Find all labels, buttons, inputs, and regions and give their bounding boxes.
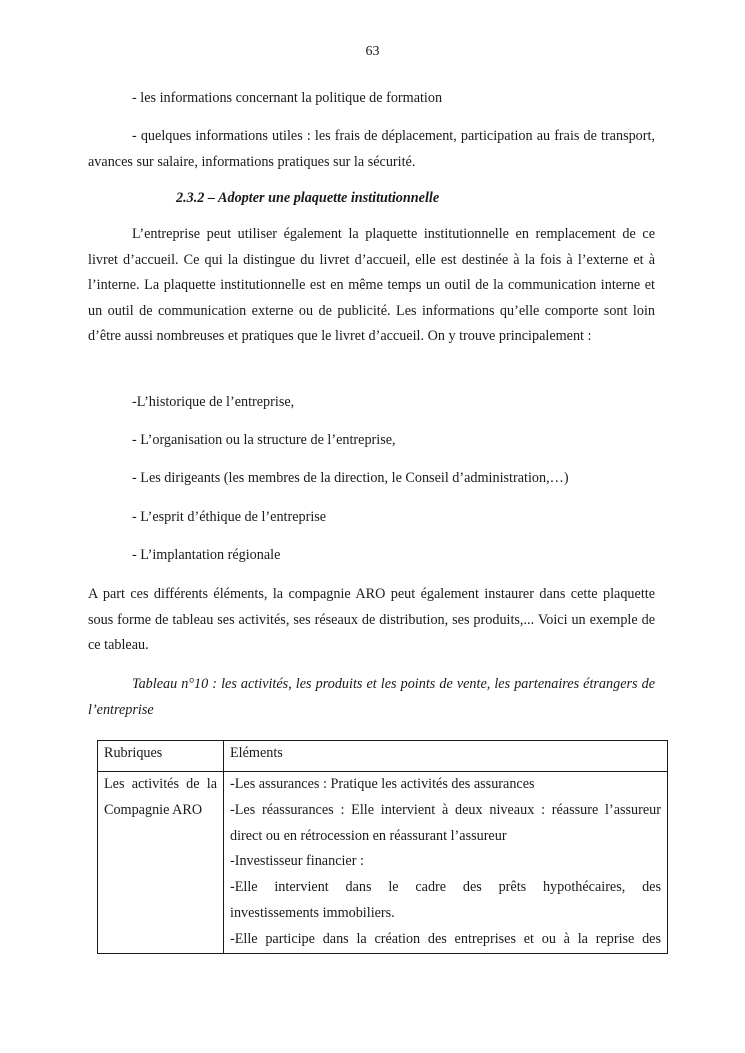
row-elements-cell (224, 772, 668, 954)
header-elements: Eléments (224, 741, 668, 772)
table-header-row (98, 741, 668, 772)
element-line-retrocession: direct ou en rétrocession en réassurant l’assureur (230, 827, 507, 844)
intro-item-formation: - les informations concernant la politique de formation (132, 90, 443, 106)
element-line-investisseur: -Investisseur financier : (230, 853, 364, 870)
list-item-implantation: - L’implantation régionale (132, 547, 281, 563)
element-line-creation: -Elle participe dans la création des entreprises et ou à la reprise des (230, 930, 661, 947)
list-item-organisation: - L’organisation ou la structure de l’entreprise, (132, 432, 396, 448)
header-rubriques: Rubriques (98, 741, 224, 772)
element-line-reassurances: -Les réassurances : Elle intervient à deux niveaux : réassure l’assureur (230, 801, 661, 818)
paragraph-plaquette: L’entreprise peut utiliser également la plaquette institutionnelle en remplacement de ce livret d’accueil. Ce qui la distingue du livret d’accueil, elle est destinée à la fois à l’externe et à l’interne. La plaquette institutionnelle est en même temps un outil de la communication interne et un outil de communication externe ou de publicité. Les informations qu’elle comporte sont loin d’être aussi nombreuses et pratiques que le livret d’accueil. On y trouve principalement : (88, 226, 655, 345)
paragraph-tableau-intro: A part ces différents éléments, la compagnie ARO peut également instaurer dans cette plaquette sous forme de tableau ses activités, ses réseaux de distribution, ses produits,... Voici un exemple de ce tableau. (88, 586, 655, 654)
element-line-prets: -Elle intervient dans le cadre des prêts hypothécaires, des (230, 879, 661, 896)
intro-item-useful-info: - quelques informations utiles : les frais de déplacement, participation au frais de transport, avances sur salaire, informations pratiques sur la sécurité. (88, 128, 655, 170)
page-number: 63 (365, 44, 380, 59)
list-item-historique: -L’historique de l’entreprise, (132, 394, 295, 410)
activities-table (97, 740, 668, 954)
element-line-assurances: -Les assurances : Pratique les activités des assurances (230, 776, 535, 792)
list-item-dirigeants: - Les dirigeants (les membres de la direction, le Conseil d’administration,…) (132, 470, 569, 486)
section-heading: 2.3.2 – Adopter une plaquette institutionnelle (176, 190, 440, 206)
list-item-ethique: - L’esprit d’éthique de l’entreprise (132, 509, 327, 525)
table-caption: Tableau n°10 : les activités, les produits et les points de vente, les partenaires étrangers de l’entreprise (88, 676, 655, 718)
table-row (98, 772, 668, 954)
element-line-immobiliers: investissements immobiliers. (230, 904, 395, 921)
row-label-activites: Les activités de la Compagnie ARO (98, 772, 224, 954)
